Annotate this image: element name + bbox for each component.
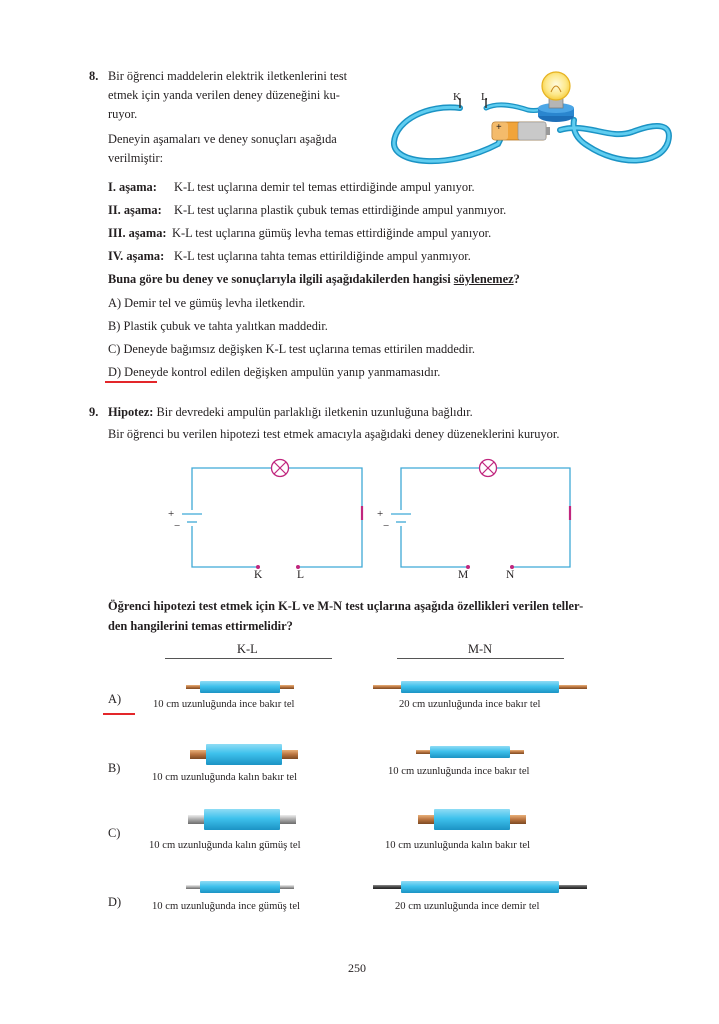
q9-c2-plus: +	[377, 508, 384, 520]
q9-c2-terminal-n: N	[506, 569, 515, 581]
q9-line2: Bir öğrenci bu verilen hipotezi test etmek amacıyla aşağıdaki deney düzeneklerini kuruyor.	[108, 427, 560, 441]
q9-hypothesis	[108, 405, 473, 420]
q8-intro2-line2: verilmiştir:	[108, 151, 164, 165]
q9-b-mn-wire	[416, 745, 526, 761]
q9-circuit-2	[370, 450, 590, 590]
q8-experiment-figure	[388, 62, 688, 182]
page-number: 250	[348, 961, 366, 975]
q8-answer-mark	[105, 381, 157, 383]
q9-a-mn-wire	[373, 680, 589, 696]
q8-option-b[interactable]: B) Plastik çubuk ve tahta yalıtkan maddedir.	[108, 319, 328, 333]
q8-question	[108, 272, 520, 287]
q8-stage1-text: K-L test uçlarına demir tel temas ettirdiğinde ampul yanıyor.	[174, 180, 475, 194]
q9-option-b-letter[interactable]: B)	[108, 761, 121, 775]
q8-intro-line3: ruyor.	[108, 107, 138, 121]
q9-option-c-letter[interactable]: C)	[108, 826, 121, 840]
q8-intro-line2: etmek için yanda verilen deney düzeneğini ku-	[108, 88, 340, 102]
q8-question-post: ?	[513, 272, 520, 286]
q8-stage4-text: K-L test uçlarına tahta temas ettirildiğinde ampul yanmıyor.	[174, 249, 471, 263]
q8-intro-line1: Bir öğrenci maddelerin elektrik iletkenlerini test	[108, 69, 348, 83]
q9-c2-minus: −	[383, 520, 390, 532]
q8-figure-label-l: L	[481, 91, 488, 103]
q8-stage3-label: III. aşama:	[108, 226, 167, 240]
q9-c1-minus: −	[174, 520, 181, 532]
q9-a-mn-caption: 20 cm uzunluğunda ince bakır tel	[399, 699, 541, 710]
q8-question-pre: Buna göre bu deney ve sonuçlarıyla ilgili aşağıdakilerden hangisi	[108, 272, 454, 286]
q8-stage1-label: I. aşama:	[108, 180, 157, 194]
q9-c-kl-caption: 10 cm uzunluğunda kalın gümüş tel	[149, 840, 301, 851]
q9-a-kl-caption: 10 cm uzunluğunda ince bakır tel	[153, 699, 295, 710]
q9-col-kl: K-L	[237, 642, 258, 656]
q9-b-kl-wire	[190, 743, 300, 767]
q9-d-kl-wire	[186, 880, 296, 896]
q8-number: 8.	[89, 69, 99, 83]
q9-col-kl-rule	[165, 658, 332, 659]
q9-col-mn-rule	[397, 658, 564, 659]
q9-col-mn: M-N	[468, 642, 493, 656]
q9-c1-terminal-l: L	[297, 569, 305, 581]
q9-d-mn-caption: 20 cm uzunluğunda ince demir tel	[395, 901, 540, 912]
q8-option-a[interactable]: A) Demir tel ve gümüş levha iletkendir.	[108, 296, 306, 310]
q8-option-d[interactable]: D) Deneyde kontrol edilen değişken ampulün yanıp yanmamasıdır.	[108, 365, 441, 379]
q9-c1-terminal-k: K	[254, 569, 263, 581]
q9-d-mn-wire	[373, 880, 589, 896]
q8-stage2-label: II. aşama:	[108, 203, 162, 217]
q8-question-key: söylenemez	[453, 272, 514, 286]
q8-figure-label-plus: +	[496, 122, 502, 133]
q9-answer-mark	[103, 713, 135, 715]
q9-question-line2: den hangilerini temas ettirmelidir?	[108, 619, 293, 633]
q9-c-mn-caption: 10 cm uzunluğunda kalın bakır tel	[385, 840, 531, 851]
q9-hyp-text: Bir devredeki ampulün parlaklığı iletkenin uzunluğuna bağlıdır.	[156, 405, 473, 419]
q9-question-line1: Öğrenci hipotezi test etmek için K-L ve M-N test uçlarına aşağıda özellikleri verilen teller-	[108, 599, 584, 613]
q9-circuit-1	[160, 450, 380, 590]
q9-option-a-letter[interactable]: A)	[108, 692, 122, 706]
q8-stage2-text: K-L test uçlarına plastik çubuk temas ettirdiğinde ampul yanmıyor.	[174, 203, 507, 217]
q8-intro2-line1: Deneyin aşamaları ve deney sonuçları aşağıda	[108, 132, 337, 146]
q8-figure-label-k: K	[453, 91, 461, 103]
q9-a-kl-wire	[186, 680, 296, 696]
q9-b-mn-caption: 10 cm uzunluğunda ince bakır tel	[388, 766, 530, 777]
q9-c-kl-wire	[188, 808, 298, 832]
q9-c-mn-wire	[418, 808, 528, 832]
q9-hyp-label: Hipotez:	[108, 405, 154, 419]
q9-number: 9.	[89, 405, 99, 419]
q9-c2-terminal-m: M	[458, 569, 469, 581]
q9-c1-plus: +	[168, 508, 175, 520]
q9-option-d-letter[interactable]: D)	[108, 895, 122, 909]
q8-stage3-text: K-L test uçlarına gümüş levha temas ettirdiğinde ampul yanıyor.	[172, 226, 492, 240]
q8-option-c[interactable]: C) Deneyde bağımsız değişken K-L test uçlarına temas ettirilen maddedir.	[108, 342, 476, 356]
q9-b-kl-caption: 10 cm uzunluğunda kalın bakır tel	[152, 772, 298, 783]
q8-stage4-label: IV. aşama:	[108, 249, 165, 263]
q9-d-kl-caption: 10 cm uzunluğunda ince gümüş tel	[152, 901, 300, 912]
